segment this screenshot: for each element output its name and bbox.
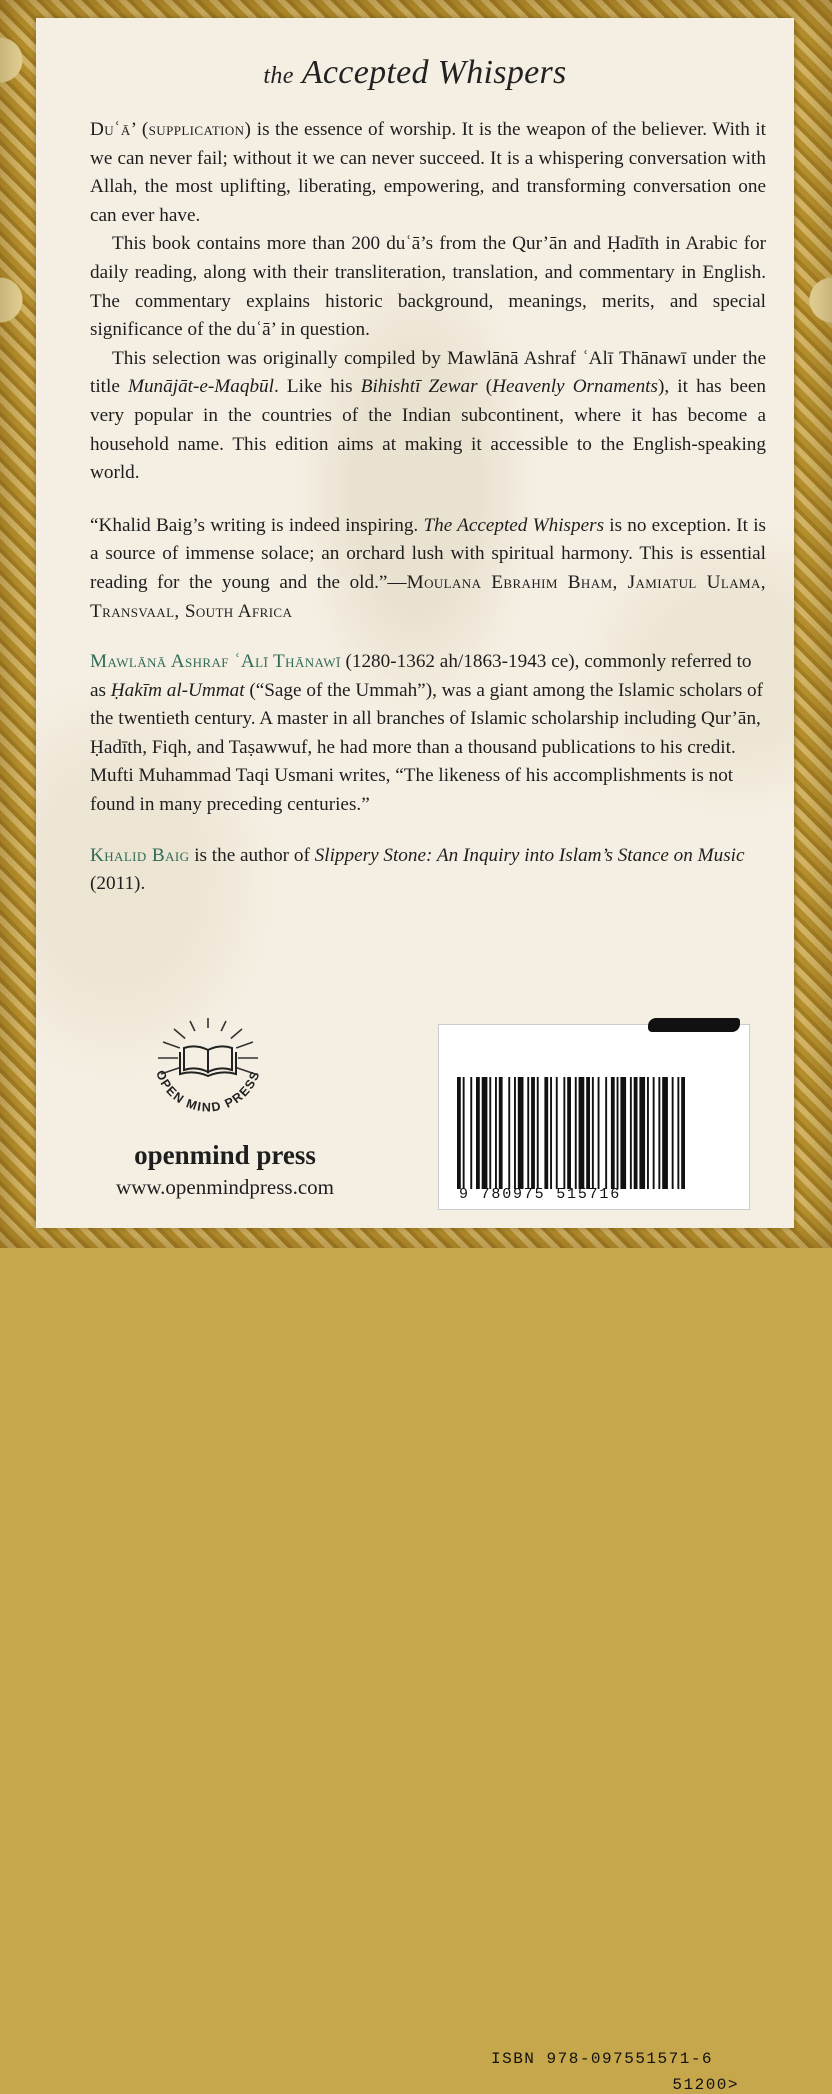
open-book-icon bbox=[180, 1046, 236, 1076]
paragraph-contents: This book contains more than 200 duʿā’s from the Qur’ān and Ḥadīth in Arabic for daily reading, along with their transliteration, translation, and commentary in English. The commentary explains historic background, meanings, merits, and special significance of the duʿā’ in question. bbox=[90, 233, 766, 341]
barcode-bar bbox=[653, 1077, 655, 1189]
barcode-bar bbox=[630, 1077, 632, 1189]
barcode-bar bbox=[567, 1077, 571, 1189]
barcode-bar bbox=[499, 1077, 503, 1189]
book-title bbox=[36, 54, 794, 92]
barcode-bar bbox=[672, 1077, 674, 1189]
barcode-bar bbox=[514, 1077, 516, 1189]
barcode-bars bbox=[457, 1077, 737, 1189]
barcode-bar bbox=[611, 1077, 615, 1189]
intro-lead: Duʿā’ (supplication) bbox=[90, 119, 252, 140]
barcode-bar bbox=[634, 1077, 638, 1189]
publisher-name: openmind press bbox=[134, 1140, 316, 1170]
logo-text: OPEN MIND PRESS bbox=[153, 1068, 263, 1115]
barcode-bar bbox=[586, 1077, 590, 1189]
ean-digits: 9 780975 515716 bbox=[459, 1186, 622, 1203]
barcode-bar bbox=[476, 1077, 480, 1189]
barcode-bar bbox=[563, 1077, 565, 1189]
author-bio: Mawlānā Ashraf ʿAlī Thānawī (1280-1362 ah/1863-1943 ce), commonly referred to as Ḥakīm al-Ummat (“Sage of the Ummah”), was a giant among the Islamic scholars of the twentieth century. A master in all branches of Islamic scholarship including Qur’ān, Ḥadīth, Fiqh, and Taṣawwuf, he had more than a thousand publications to his credit. Mufti Muhammad Taqi Usmani writes, “The likeness of his accomplishments is not found in many preceding centuries.” bbox=[90, 651, 763, 816]
publisher-logo bbox=[128, 1000, 288, 1145]
barcode-bar bbox=[470, 1077, 472, 1189]
barcode-bar bbox=[647, 1077, 649, 1189]
translator-name: Khalid Baig bbox=[90, 844, 190, 866]
price-code: 51200> bbox=[672, 2076, 739, 2094]
author-name: Mawlānā Ashraf ʿAlī Thānawī bbox=[90, 651, 341, 673]
barcode-bar bbox=[537, 1077, 539, 1189]
title-prefix: the bbox=[263, 63, 294, 89]
barcode-bar bbox=[527, 1077, 529, 1189]
barcode-bar bbox=[658, 1077, 660, 1189]
barcode-bar bbox=[531, 1077, 535, 1189]
paragraph-intro bbox=[90, 116, 766, 230]
intro-rest: is the essence of worship. It is the weapon of the believer. With it we can never fail; without it we can never succeed. It is a whispering conversation with Allah, the most uplifting, liberating, empowering, and transforming conversation one can ever have. bbox=[90, 119, 766, 226]
barcode-bar bbox=[482, 1077, 488, 1189]
blurb-text bbox=[90, 116, 766, 899]
barcode-bar bbox=[544, 1077, 548, 1189]
barcode-bar bbox=[620, 1077, 626, 1189]
barcode-bar bbox=[579, 1077, 585, 1189]
barcode-bar bbox=[550, 1077, 552, 1189]
title-main: Accepted Whispers bbox=[301, 54, 567, 91]
paragraph-origin: This selection was originally compiled by Mawlānā Ashraf ʿAlī Thānawī under the title Munājāt-e-Maqbūl. Like his Bihishtī Zewar (Heavenly Ornaments), it has been very popular in the countries of the Indian subcontinent, where it has become a household name. This edition aims at making it accessible to the English-speaking world. bbox=[90, 347, 766, 484]
endorsement-quote: “Khalid Baig’s writing is indeed inspiring. The Accepted Whispers is no exception. It is a source of immense solace; an orchard lush with spiritual harmony. This is essential reading for the young and the old.”—Moulana Ebrahim Bham, Jamiatul Ulama, Transvaal, South Africa bbox=[90, 514, 767, 622]
isbn-barcode bbox=[438, 1024, 750, 2094]
isbn-number: ISBN 978-097551571-6 bbox=[491, 2050, 714, 2068]
publisher-url: www.openmindpress.com bbox=[116, 1175, 334, 1199]
barcode-bar bbox=[508, 1077, 510, 1189]
barcode-bar bbox=[463, 1077, 465, 1189]
barcode-bar bbox=[598, 1077, 600, 1189]
quote-attribution: Moulana Ebrahim Bham, Jamiatul Ulama, Transvaal, South Africa bbox=[90, 571, 767, 622]
redaction-sticker bbox=[648, 1018, 740, 1032]
publisher-imprint bbox=[90, 1138, 360, 1202]
barcode-bar bbox=[575, 1077, 577, 1189]
barcode-bar bbox=[617, 1077, 619, 1189]
barcode-bar bbox=[495, 1077, 497, 1189]
barcode-bar bbox=[592, 1077, 594, 1189]
barcode-bar bbox=[662, 1077, 668, 1189]
barcode-bar bbox=[489, 1077, 491, 1189]
barcode-bar bbox=[556, 1077, 558, 1189]
barcode-bar bbox=[639, 1077, 645, 1189]
barcode-bar bbox=[605, 1077, 607, 1189]
barcode-bar bbox=[518, 1077, 524, 1189]
barcode-bar bbox=[677, 1077, 679, 1189]
barcode-bar bbox=[457, 1077, 461, 1189]
barcode-bar bbox=[681, 1077, 685, 1189]
translator-bio: Khalid Baig is the author of Slippery Stone: An Inquiry into Islam’s Stance on Music (2011). bbox=[90, 844, 745, 895]
